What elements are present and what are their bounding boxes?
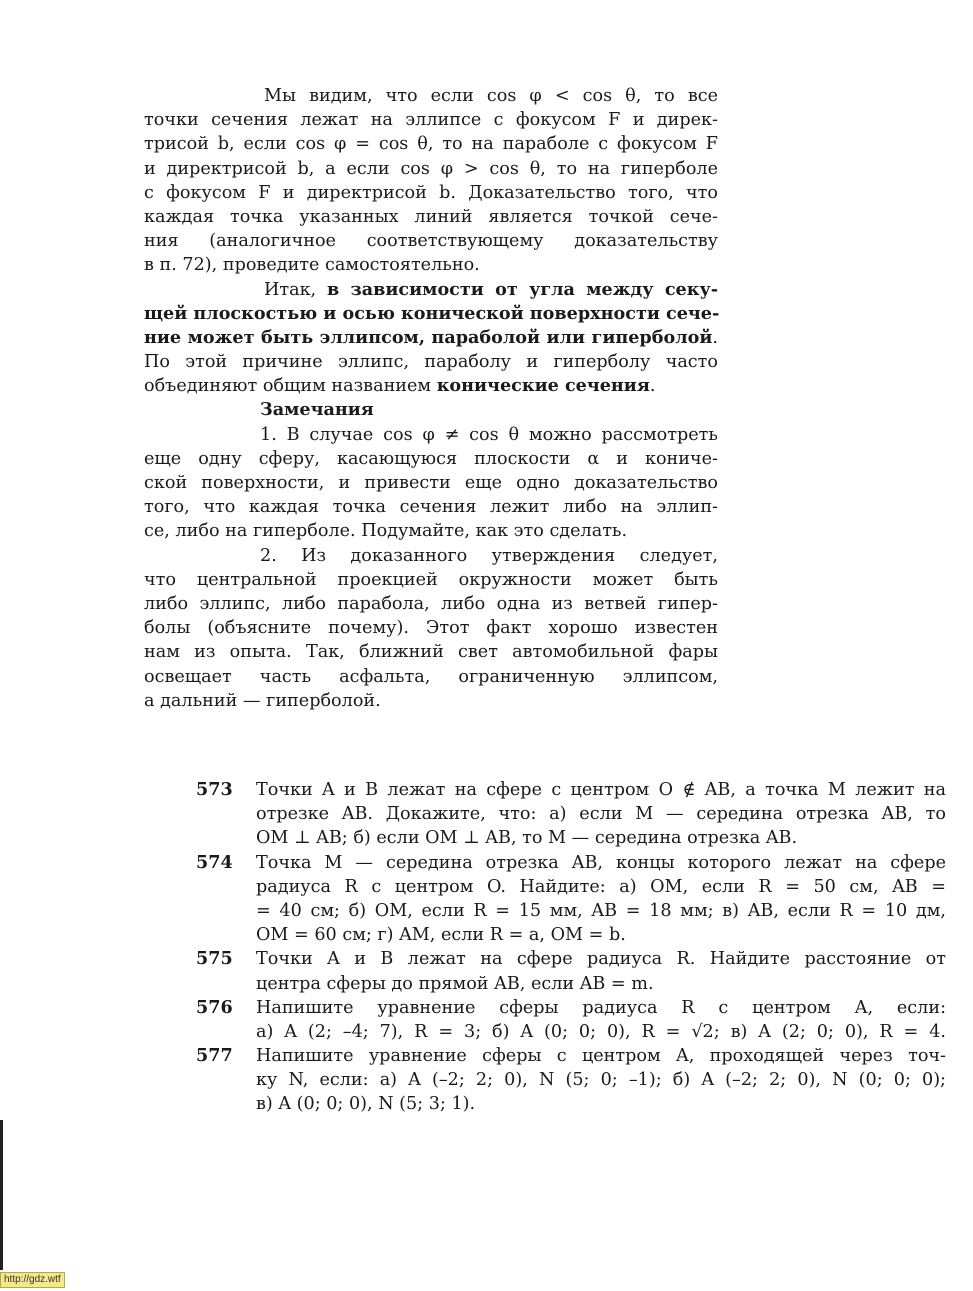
conclusion-lead: Итак, <box>264 279 317 300</box>
remark2-line: а дальний — гиперболой. <box>144 690 381 711</box>
problem-line: отрезке AB. Докажите, что: а) если M — середина отрезка AB, то <box>256 804 946 825</box>
problem-line: центра сферы до прямой AB, если AB = m. <box>256 973 654 994</box>
conclusion-bold: ние может быть эллипсом, параболой или гиперболой <box>144 326 713 348</box>
watermark-link[interactable]: http://gdz.wtf <box>0 1272 65 1288</box>
problem-number: 573 <box>196 779 233 800</box>
remark2-line: освещает часть асфальта, ограниченную эллипсом, <box>144 666 718 687</box>
theory-line: ния (аналогичное соответствующему доказательству <box>144 231 718 252</box>
problem-line: в) A (0; 0; 0), N (5; 3; 1). <box>256 1094 476 1115</box>
remark1-line: се, либо на гиперболе. Подумайте, как это сделать. <box>144 521 628 542</box>
term-conic-sections: конические сечения <box>436 375 650 397</box>
problem-line: радиуса R с центром O. Найдите: а) OM, если R = 50 см, AB = <box>256 876 946 897</box>
problem-575 <box>196 947 946 995</box>
conclusion-line <box>144 278 718 302</box>
conclusion-punct: . <box>649 376 656 397</box>
problem-line: Напишите уравнение сферы с центром A, проходящей через точ- <box>256 1046 946 1067</box>
problem-line: Точки A и B лежат на сфере с центром O ∉ AB, а точка M лежит на <box>256 780 946 800</box>
problem-number: 574 <box>196 851 233 873</box>
problem-line: OM = 60 см; г) AM, если R = a, OM = b. <box>256 925 626 946</box>
theory-line: точки сечения лежат на эллипсе с фокусом F и дирек- <box>144 110 718 131</box>
problem-line: = 40 см; б) OM, если R = 15 мм, AB = 18 мм; в) AB, если R = 10 дм, <box>256 900 946 921</box>
remark1-line: еще одну сферу, касающуюся плоскости α и кониче- <box>144 448 718 469</box>
theory-line: в п. 72), проведите самостоятельно. <box>144 255 480 276</box>
page-edge-rule <box>0 1120 3 1270</box>
remark2-line: 2. Из доказанного утверждения следует, <box>260 545 718 566</box>
problem-577 <box>196 1044 946 1117</box>
problem-576 <box>196 996 946 1044</box>
problem-573 <box>196 778 946 851</box>
problem-line: Точка M — середина отрезка AB, концы которого лежат на сфере <box>256 852 946 873</box>
problem-number: 576 <box>196 996 233 1018</box>
remark1-line: 1. В случае cos φ ≠ cos θ можно рассмотреть <box>260 424 718 445</box>
remark2-line: болы (объясните почему). Этот факт хорошо известен <box>144 618 718 639</box>
conclusion-line: По этой причине эллипс, параболу и гиперболу часто <box>144 352 718 373</box>
remarks-heading: Замечания <box>260 399 374 421</box>
problems-section <box>196 778 946 1117</box>
conclusion-bold-line: щей плоскостью и осью конической поверхности сече- <box>144 302 720 324</box>
theory-line: каждая точка указанных линий является точкой сече- <box>144 206 718 227</box>
problem-574 <box>196 851 946 948</box>
conclusion-line <box>144 374 718 398</box>
problem-number: 575 <box>196 948 233 970</box>
theory-line: трисой b, если cos φ = cos θ, то на параболе с фокусом F <box>144 134 718 155</box>
conclusion-bold: в зависимости от угла между секу- <box>326 278 719 300</box>
theory-line: Мы видим, что если cos φ < cos θ, то все <box>264 86 718 106</box>
theory-line: с фокусом F и директрисой b. Доказательство того, что <box>144 182 718 203</box>
remark1-line: ской поверхности, и привести еще одно доказательство <box>144 473 718 493</box>
theory-section <box>144 84 718 713</box>
remark2-line: нам из опыта. Так, ближний свет автомобильной фары <box>144 642 718 663</box>
problem-line: Точки A и B лежат на сфере радиуса R. Найдите расстояние от <box>256 949 946 970</box>
problem-line: а) A (2; –4; 7), R = 3; б) A (0; 0; 0), R = √2; в) A (2; 0; 0), R = 4. <box>256 1021 946 1042</box>
remark1-line: того, что каждая точка сечения лежит либо на эллип- <box>144 497 718 518</box>
theory-line: и директрисой b, а если cos φ > cos θ, то на гиперболе <box>144 158 718 179</box>
problem-line: ку N, если: а) A (–2; 2; 0), N (5; 0; –1); б) A (–2; 2; 0), N (0; 0; 0); <box>256 1070 946 1091</box>
problem-line: OM ⊥ AB; б) если OM ⊥ AB, то M — середина отрезка AB. <box>256 828 798 849</box>
problem-line: Напишите уравнение сферы радиуса R с центром A, если: <box>256 997 946 1018</box>
remark2-line: либо эллипс, либо парабола, либо одна из ветвей гипер- <box>144 593 718 614</box>
conclusion-line <box>144 326 718 350</box>
conclusion-punct: . <box>712 327 718 348</box>
conclusion-text: объединяют общим названием <box>144 376 432 397</box>
remark2-line: что центральной проекцией окружности может быть <box>144 569 718 590</box>
problem-number: 577 <box>196 1045 233 1067</box>
